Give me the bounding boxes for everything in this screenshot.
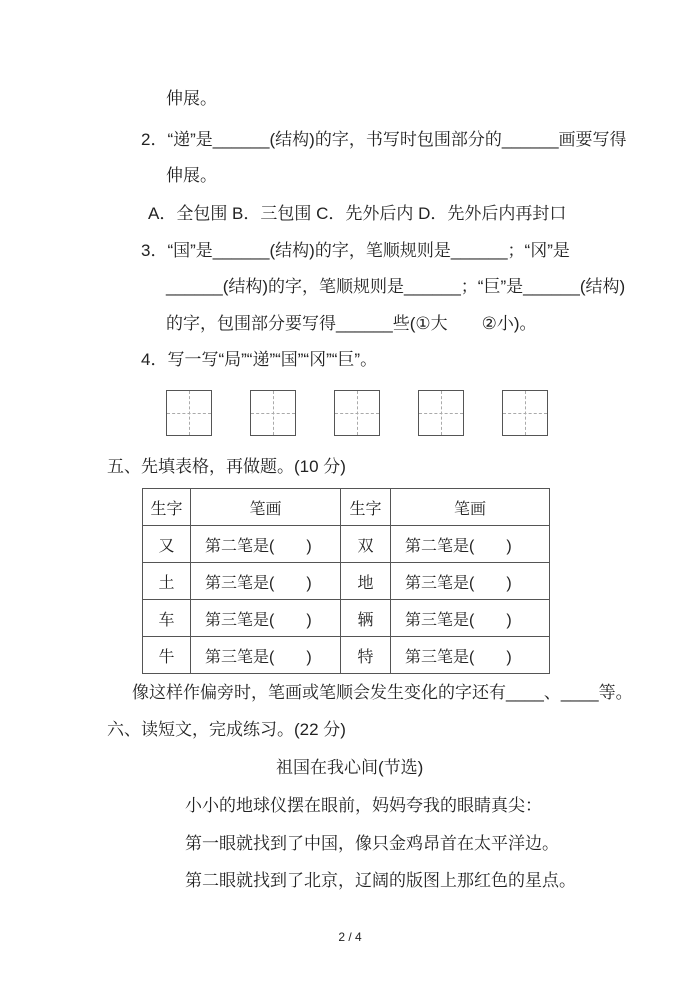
answer-cell[interactable]: 第三笔是( ) [191,637,341,674]
header-cell: 生字 [341,489,391,526]
text-line: ______(结构)的字，笔顺规则是______；“巨”是______(结构) [166,277,626,296]
table-header-row [143,489,550,526]
answer-cell[interactable]: 第三笔是( ) [391,637,550,674]
writing-grid-box[interactable] [418,390,464,436]
section-6-heading: 六、读短文，完成练习。(22 分) [107,720,346,739]
char-cell: 又 [143,526,191,563]
char-cell: 地 [341,563,391,600]
question-4: 4．写一写“局”“递”“国”“冈”“巨”。 [141,350,378,369]
text-line: 伸展。 [166,89,217,108]
table-row [143,526,550,563]
section-5-heading: 五、先填表格，再做题。(10 分) [107,457,346,476]
writing-grid-box[interactable] [250,390,296,436]
char-cell: 双 [341,526,391,563]
char-cell: 车 [143,600,191,637]
answer-cell[interactable]: 第二笔是( ) [191,526,341,563]
char-cell: 辆 [341,600,391,637]
writing-grid-box[interactable] [166,390,212,436]
question-2: 2．“递”是______(结构)的字，书写时包围部分的______画要写得 [141,130,627,149]
passage-line: 小小的地球仪摆在眼前，妈妈夸我的眼睛真尖： [185,796,542,815]
table-row [143,637,550,674]
header-cell: 生字 [143,489,191,526]
answer-cell[interactable]: 第三笔是( ) [391,563,550,600]
table-row [143,563,550,600]
answer-cell[interactable]: 第二笔是( ) [391,526,550,563]
header-cell: 笔画 [391,489,550,526]
text-line: 像这样作偏旁时，笔画或笔顺会发生变化的字还有____、____等。 [132,683,633,702]
text-line: 的字，包围部分要写得______些(①大 ②小)。 [166,314,537,333]
writing-grid-box[interactable] [502,390,548,436]
answer-cell[interactable]: 第三笔是( ) [391,600,550,637]
char-cell: 牛 [143,637,191,674]
passage-line: 第一眼就找到了中国，像只金鸡昂首在太平洋边。 [185,834,559,853]
header-cell: 笔画 [191,489,341,526]
page-number: 2 / 4 [338,930,362,944]
char-cell: 特 [341,637,391,674]
text-line: 伸展。 [166,166,217,185]
writing-grid-box[interactable] [334,390,380,436]
table-row [143,600,550,637]
question-3: 3．“国”是______(结构)的字，笔顺规则是______；“冈”是 [141,241,570,260]
passage-title: 祖国在我心间(节选) [276,758,424,777]
passage-line: 第二眼就找到了北京，辽阔的版图上那红色的星点。 [185,871,576,890]
answer-cell[interactable]: 第三笔是( ) [191,563,341,600]
options-line: A．全包围 B．三包围 C．先外后内 D．先外后内再封口 [148,204,567,223]
char-cell: 土 [143,563,191,600]
stroke-table [142,488,550,674]
answer-cell[interactable]: 第三笔是( ) [191,600,341,637]
